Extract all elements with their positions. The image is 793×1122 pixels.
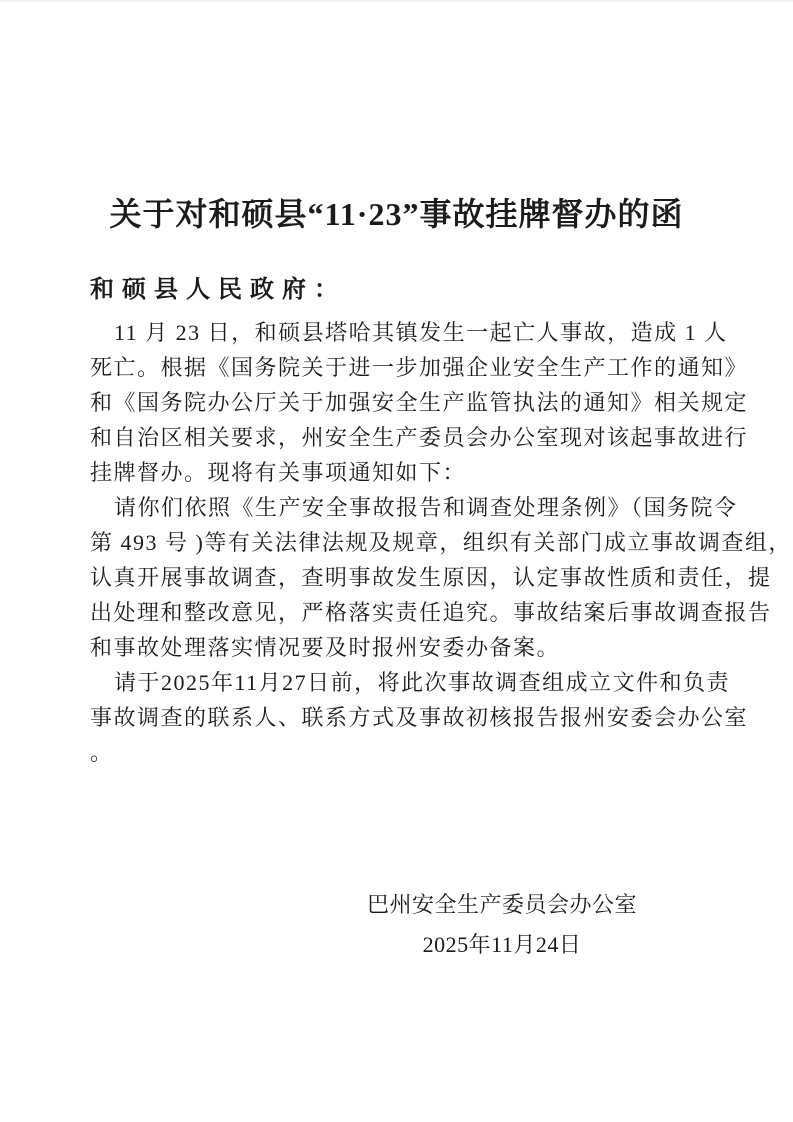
body-line: 挂牌督办。现将有关事项通知如下： bbox=[90, 460, 467, 485]
body-line: 出处理和整改意见，严格落实责任追究。事故结案后事故调查报告 bbox=[90, 600, 772, 625]
body-line: 第 493 号 )等有关法律法规及规章，组织有关部门成立事故调查组， bbox=[90, 530, 792, 555]
document-body bbox=[90, 315, 792, 770]
paragraph bbox=[90, 315, 749, 490]
paragraph bbox=[90, 490, 792, 665]
body-line: 。 bbox=[90, 740, 114, 765]
signature-block bbox=[367, 885, 688, 965]
body-line: 11 月 23 日，和硕县塔哈其镇发生一起亡人事故，造成 1 人 bbox=[114, 320, 728, 345]
signature-inner bbox=[367, 885, 637, 965]
body-line: 和自治区相关要求，州安全生产委员会办公室现对该起事故进行 bbox=[90, 425, 749, 450]
body-line: 和《国务院办公厅关于加强安全生产监管执法的通知》相关规定 bbox=[90, 390, 749, 415]
document-title: 关于对和硕县“11·23”事故挂牌督办的函 bbox=[109, 196, 684, 232]
body-line: 死亡。根据《国务院关于进一步加强企业安全生产工作的通知》 bbox=[90, 355, 749, 380]
signature-org: 巴州安全生产委员会办公室 bbox=[366, 892, 637, 917]
body-line: 认真开展事故调查，查明事故发生原因，认定事故性质和责任，提 bbox=[90, 565, 772, 590]
salutation: 和硕县人民政府： bbox=[90, 277, 346, 303]
body-line: 和事故处理落实情况要及时报州安委办备案。 bbox=[90, 635, 561, 660]
paragraph bbox=[90, 665, 749, 770]
body-line: 请于2025年11月27日前，将此次事故调查组成立文件和负责 bbox=[114, 670, 731, 695]
signature-date: 2025年11月24日 bbox=[422, 932, 582, 957]
body-line: 事故调查的联系人、联系方式及事故初核报告报州安委会办公室 bbox=[90, 705, 749, 730]
body-line: 请你们依照《生产安全事故报告和调查处理条例》（国务院令 bbox=[114, 495, 738, 520]
